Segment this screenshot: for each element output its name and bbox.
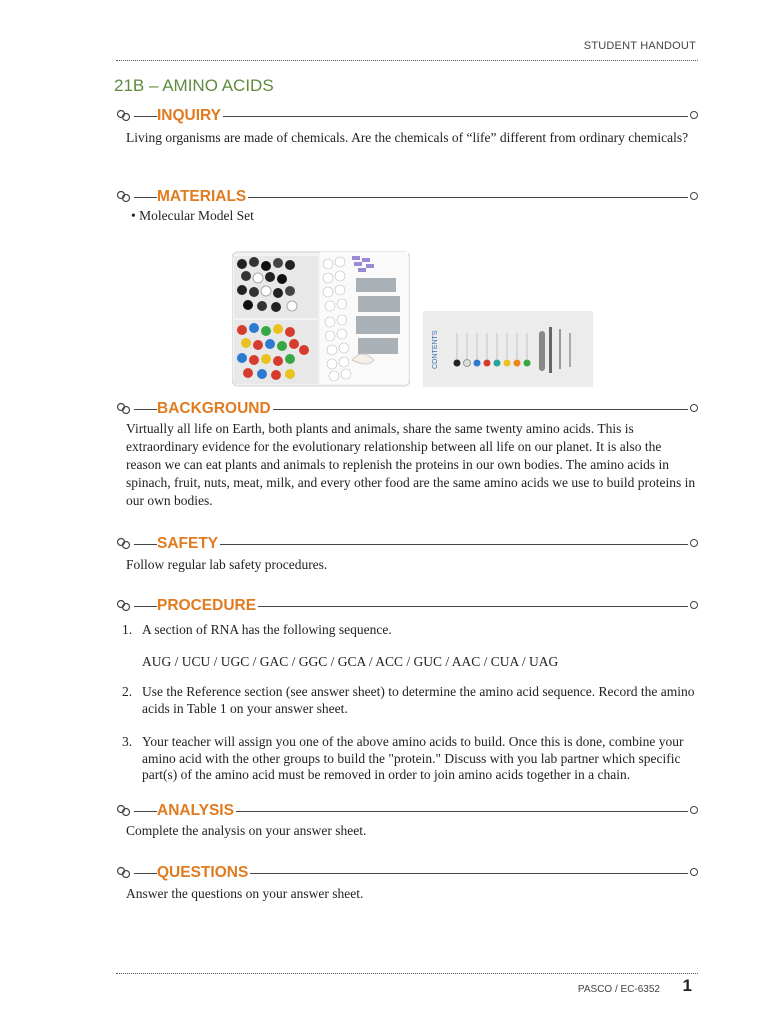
chain-link-icon <box>116 804 134 818</box>
materials-item: • Molecular Model Set <box>131 208 254 223</box>
rule-end-circle-icon <box>690 192 698 200</box>
section-rule-lead <box>134 409 156 410</box>
rule-end-circle-icon <box>690 601 698 609</box>
analysis-text: Complete the analysis on your answer sheet. <box>126 823 367 838</box>
rule-end-circle-icon <box>690 111 698 119</box>
contents-card-label: CONTENTS <box>432 330 439 369</box>
section-heading-materials <box>116 187 698 207</box>
rule-end-circle-icon <box>690 806 698 814</box>
section-rule-lead <box>134 873 156 874</box>
step-number: 2. <box>122 684 133 699</box>
chain-link-icon <box>116 866 134 880</box>
rule-end-circle-icon <box>690 868 698 876</box>
section-rule-lead <box>134 811 156 812</box>
section-heading-questions <box>116 863 698 883</box>
safety-text: Follow regular lab safety procedures. <box>126 557 328 572</box>
section-heading-background <box>116 399 698 419</box>
header-label: STUDENT HANDOUT <box>583 40 696 52</box>
section-rule <box>156 116 688 117</box>
section-rule-lead <box>134 544 156 545</box>
rule-end-circle-icon <box>690 404 698 412</box>
section-title: ANALYSIS <box>157 802 234 819</box>
section-heading-procedure <box>116 596 698 616</box>
contents-card-image <box>423 311 593 387</box>
section-rule <box>156 544 688 545</box>
page-footer-rule <box>116 973 698 974</box>
rna-sequence: AUG / UCU / UGC / GAC / GGC / GCA / ACC / GUC / AAC / CUA / UAG <box>142 654 559 669</box>
chain-link-icon <box>116 109 134 123</box>
section-rule-lead <box>134 116 156 117</box>
questions-text: Answer the questions on your answer sheet. <box>126 886 364 901</box>
background-text: Virtually all life on Earth, both plants and animals, share the same twenty amino acids. This is extraordinary evidence for the evolutionary relationship between all life on our planet. It is also the reason we can eat plants and animals to replenish the proteins in our own bodies. The amino acids in spinach, fruit, nuts, meat, milk, and every other food are the same amino acids we use to build proteins in our own bodies. <box>126 421 696 508</box>
section-rule-lead <box>134 606 156 607</box>
step-text: Your teacher will assign you one of the above amino acids to build. Once this is done, combine your amino acid with the other groups to build the "protein." Discuss with you lab partner which specific part(s) of the amino acid must be removed in order to join amino acids together in a chain. <box>142 734 684 782</box>
section-title: INQUIRY <box>157 107 222 124</box>
rule-end-circle-icon <box>690 539 698 547</box>
section-title: SAFETY <box>157 535 219 552</box>
step-text: Use the Reference section (see answer sheet) to determine the amino acid sequence. Record the amino acids in Table 1 on your answer sheet. <box>142 684 695 716</box>
page-header <box>116 40 698 61</box>
section-heading-inquiry <box>116 106 698 126</box>
section-heading-analysis <box>116 801 698 821</box>
section-heading-safety <box>116 534 698 554</box>
page-title: 21B – AMINO ACIDS <box>114 76 274 95</box>
section-title: PROCEDURE <box>157 597 257 614</box>
step-text: A section of RNA has the following sequence. <box>142 622 392 637</box>
page-number: 1 <box>682 976 692 995</box>
inquiry-text: Living organisms are made of chemicals. Are the chemicals of “life” different from ordinary chemicals? <box>126 130 689 145</box>
molecular-model-kit-image <box>232 250 410 388</box>
section-title: BACKGROUND <box>157 400 271 417</box>
chain-link-icon <box>116 537 134 551</box>
materials-item-label: Molecular Model Set <box>139 208 254 223</box>
section-title: MATERIALS <box>157 188 247 205</box>
chain-link-icon <box>116 402 134 416</box>
footer-code: PASCO / EC-6352 <box>577 984 660 995</box>
step-number: 3. <box>122 734 133 749</box>
section-title: QUESTIONS <box>157 864 249 881</box>
section-rule-lead <box>134 197 156 198</box>
chain-link-icon <box>116 599 134 613</box>
step-number: 1. <box>122 622 133 637</box>
chain-link-icon <box>116 190 134 204</box>
